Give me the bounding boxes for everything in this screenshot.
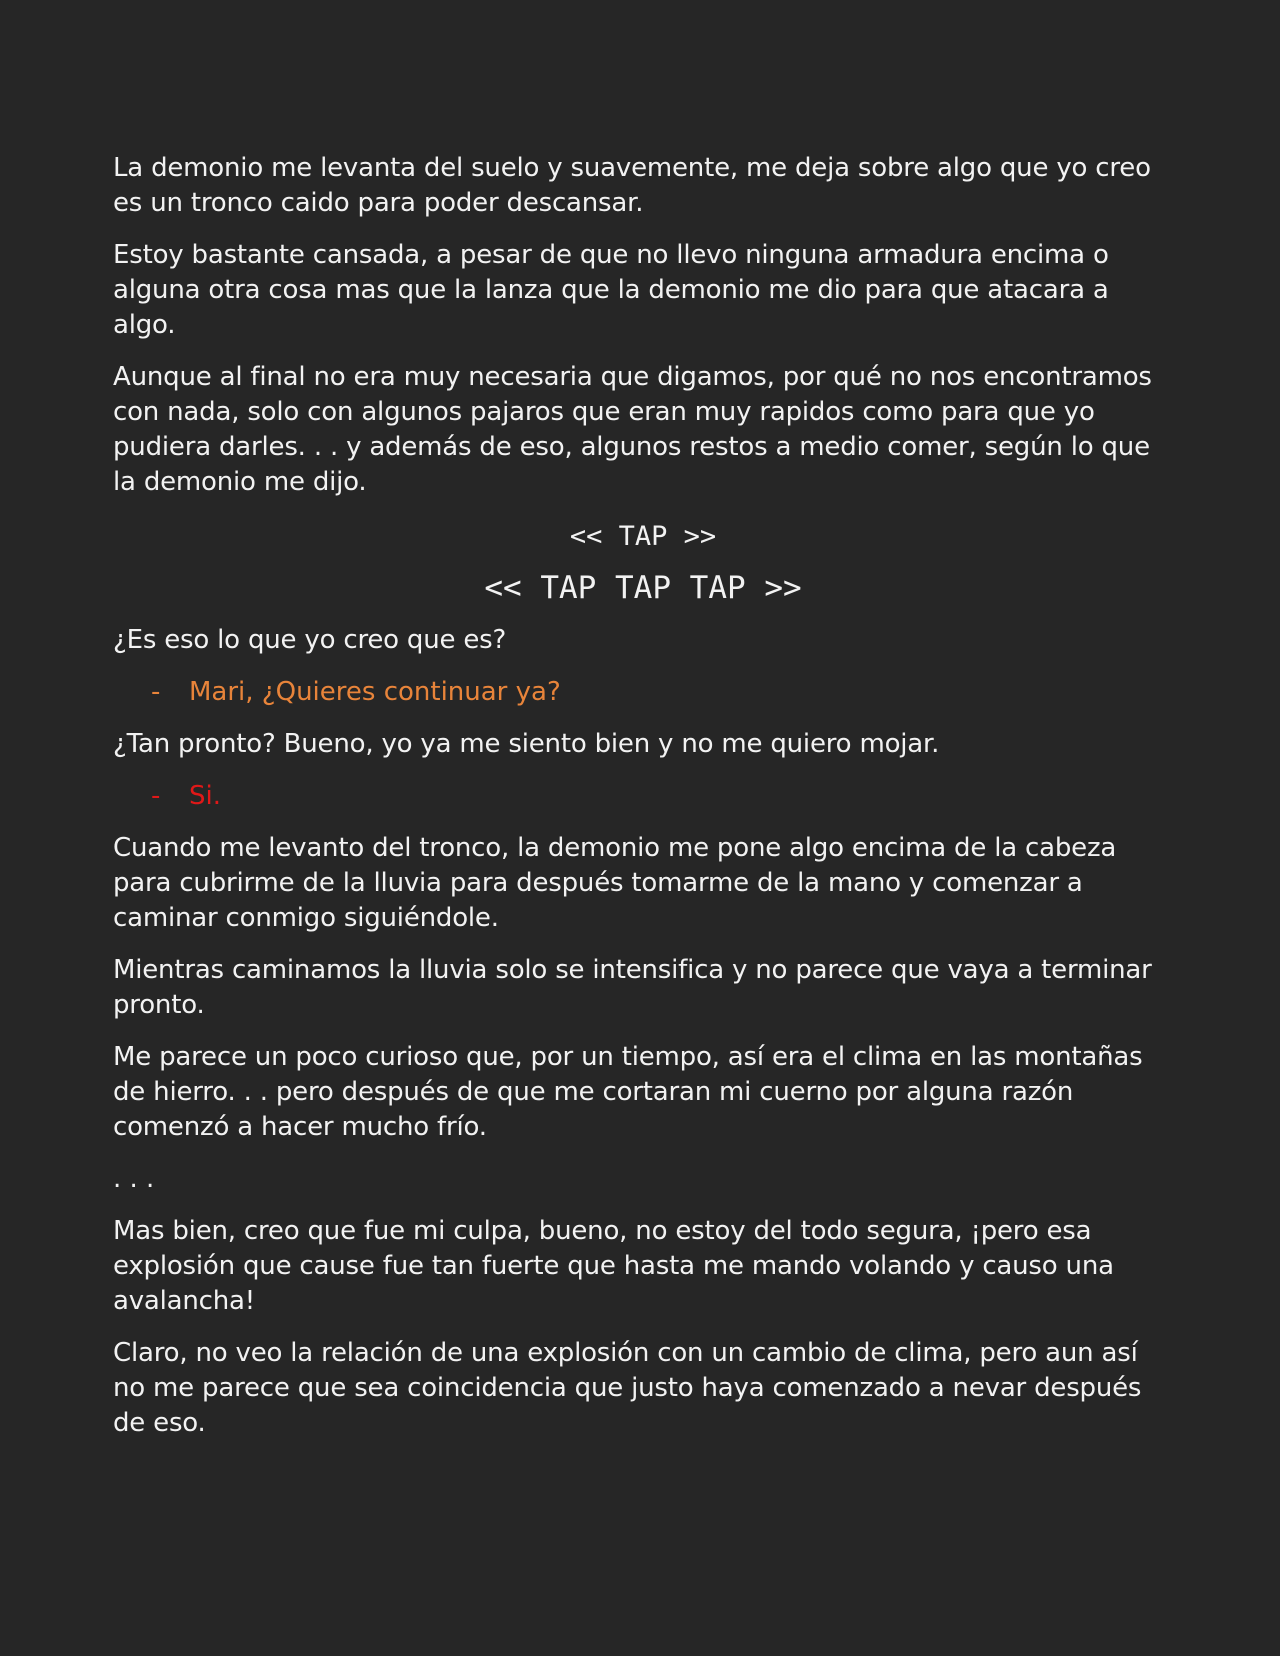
paragraph: ¿Es eso lo que yo creo que es?	[113, 625, 507, 655]
paragraph: La demonio me levanta del suelo y suavemente, me deja sobre algo que yo creo es un tronco caido para poder descansar.	[113, 153, 1151, 218]
sound-effect-tap: << TAP >>	[569, 521, 717, 552]
dialog-text: Mari, ¿Quieres continuar ya?	[189, 677, 561, 707]
story-page	[113, 151, 1173, 1458]
paragraph: Mientras caminamos la lluvia solo se intensifica y no parece que vaya a terminar pronto.	[113, 955, 1152, 1020]
paragraph: Cuando me levanto del tronco, la demonio me pone algo encima de la cabeza para cubrirme de la lluvia para después tomarme de la mano y comenzar a caminar conmigo siguiéndole.	[113, 833, 1117, 933]
paragraph: ¿Tan pronto? Bueno, yo ya me siento bien y no me quiero mojar.	[113, 729, 940, 759]
dialog-line-red	[113, 779, 1173, 814]
dialog-dash: -	[151, 677, 161, 707]
paragraph: Me parece un poco curioso que, por un tiempo, así era el clima en las montañas de hierro. . . pero después de que me cortaran mi cuerno por alguna razón comenzó a hacer mucho frío.	[113, 1042, 1143, 1142]
dialog-line-orange	[113, 675, 1173, 710]
paragraph: Estoy bastante cansada, a pesar de que no llevo ninguna armadura encima o alguna otra cosa mas que la lanza que la demonio me dio para que atacara a algo.	[113, 240, 1109, 340]
ellipsis-line: . . .	[113, 1164, 155, 1194]
paragraph: Claro, no veo la relación de una explosión con un cambio de clima, pero aun así no me parece que sea coincidencia que justo haya comenzado a nevar después de eso.	[113, 1338, 1142, 1438]
dialog-text: Si.	[189, 781, 221, 811]
paragraph: Aunque al final no era muy necesaria que digamos, por qué no nos encontramos con nada, solo con algunos pajaros que eran muy rapidos como para que yo pudiera darles. . . y además de eso, algunos restos a medio comer, según lo que la demonio me dijo.	[113, 362, 1152, 497]
sound-effect-tap-tap-tap: << TAP TAP TAP >>	[484, 570, 802, 606]
dialog-dash: -	[151, 781, 161, 811]
paragraph: Mas bien, creo que fue mi culpa, bueno, no estoy del todo segura, ¡pero esa explosión que cause fue tan fuerte que hasta me mando volando y causo una avalancha!	[113, 1216, 1114, 1316]
